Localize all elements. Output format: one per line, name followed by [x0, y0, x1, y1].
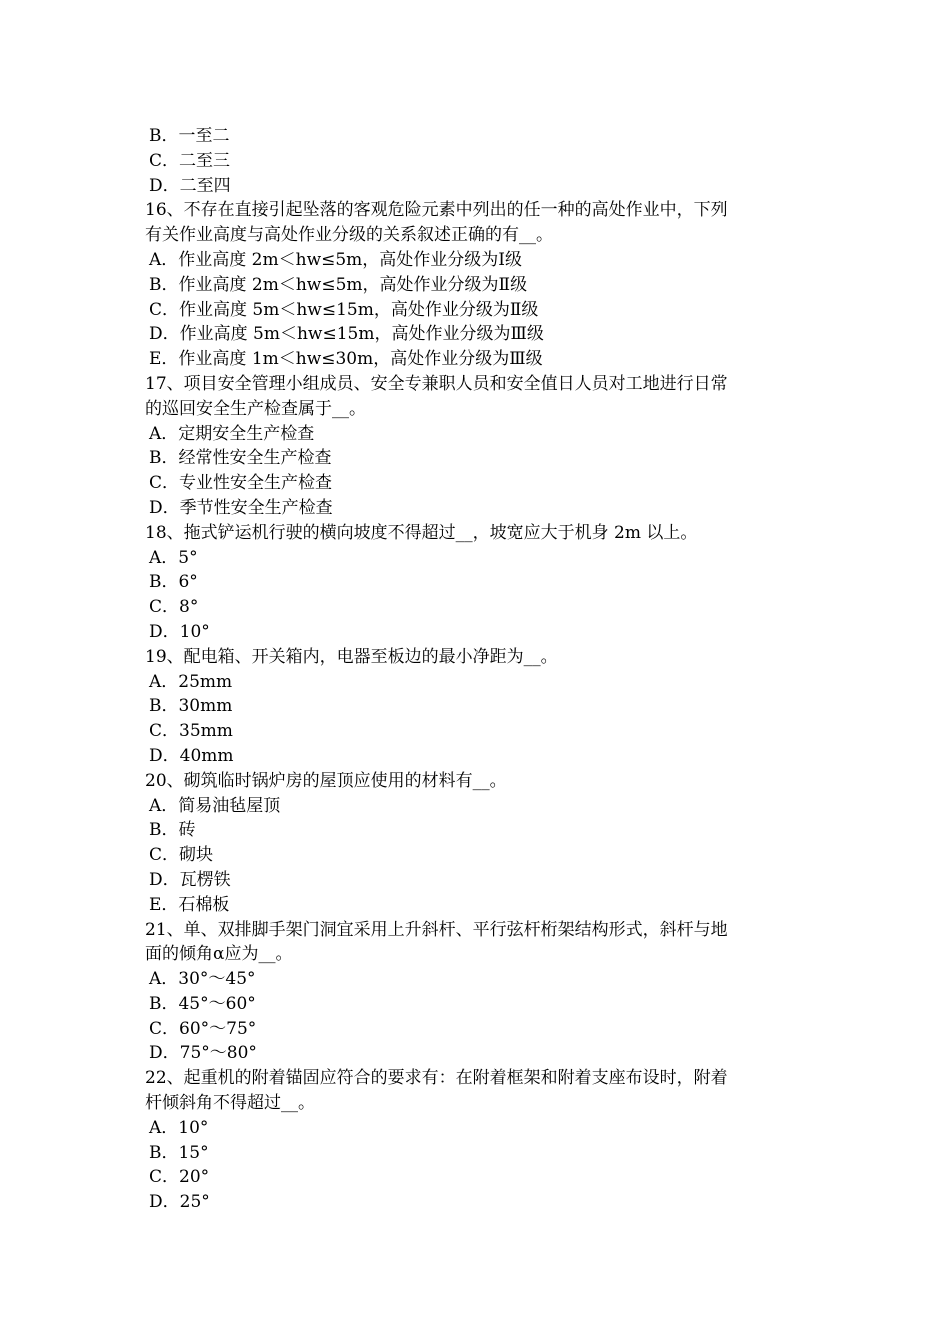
option-line: E．作业高度 1m＜hw≤30m，高处作业分级为Ⅲ级 — [149, 349, 543, 370]
question-line: 有关作业高度与高处作业分级的关系叙述正确的有__。 — [145, 225, 553, 246]
option-line: D．二至四 — [149, 175, 231, 196]
question-line: 21、单、双排脚手架门洞宜采用上升斜杆、平行弦杆桁架结构形式，斜杆与地 — [145, 919, 728, 940]
question-line: 19、配电箱、开关箱内，电器至板边的最小净距为__。 — [145, 646, 558, 667]
question-line: 20、砌筑临时锅炉房的屋顶应使用的材料有__。 — [145, 770, 507, 791]
option-line: B．6° — [149, 572, 198, 593]
option-line: D．瓦楞铁 — [149, 869, 231, 890]
option-line: D．75°～80° — [149, 1043, 257, 1064]
option-line: D．季节性安全生产检查 — [149, 497, 333, 518]
option-line: C．8° — [149, 597, 199, 618]
question-line: 17、项目安全管理小组成员、安全专兼职人员和安全值日人员对工地进行日常 — [145, 373, 728, 394]
option-line: A．30°～45° — [149, 969, 256, 990]
option-line: D．作业高度 5m＜hw≤15m，高处作业分级为Ⅲ级 — [149, 324, 544, 345]
question-line: 18、拖式铲运机行驶的横向坡度不得超过__，坡宽应大于机身 2m 以上。 — [145, 522, 698, 543]
option-line: A．定期安全生产检查 — [149, 423, 315, 444]
option-line: B．作业高度 2m＜hw≤5m，高处作业分级为Ⅱ级 — [149, 274, 528, 295]
question-line: 面的倾角α应为__。 — [145, 944, 293, 965]
option-line: A．10° — [149, 1117, 209, 1138]
option-line: A．25mm — [149, 671, 233, 692]
option-line: B．45°～60° — [149, 993, 256, 1014]
question-line: 的巡回安全生产检查属于__。 — [145, 398, 366, 419]
option-line: B．30mm — [149, 696, 233, 717]
option-line: C．作业高度 5m＜hw≤15m，高处作业分级为Ⅱ级 — [149, 299, 539, 320]
option-line: D．25° — [149, 1192, 210, 1213]
option-line: C．60°～75° — [149, 1018, 257, 1039]
option-line: C．砌块 — [149, 845, 214, 866]
option-line: B．砖 — [149, 820, 196, 841]
option-line: A．作业高度 2m＜hw≤5m，高处作业分级为Ⅰ级 — [149, 249, 523, 270]
question-line: 杆倾斜角不得超过__。 — [145, 1093, 315, 1114]
option-line: C．20° — [149, 1167, 210, 1188]
option-line: C．35mm — [149, 721, 233, 742]
option-line: D．10° — [149, 621, 210, 642]
question-line: 22、起重机的附着锚固应符合的要求有：在附着框架和附着支座布设时，附着 — [145, 1068, 728, 1089]
question-line: 16、不存在直接引起坠落的客观危险元素中列出的任一种的高处作业中，下列 — [145, 200, 728, 221]
option-line: E．石棉板 — [149, 894, 230, 915]
option-line: C．二至三 — [149, 150, 231, 171]
option-line: B．经常性安全生产检查 — [149, 448, 332, 469]
option-line: B．一至二 — [149, 126, 230, 146]
option-line: A．5° — [149, 547, 198, 568]
document-page — [145, 124, 815, 1215]
option-line: C．专业性安全生产检查 — [149, 473, 333, 494]
option-line: D．40mm — [149, 745, 234, 766]
option-line: B．15° — [149, 1142, 209, 1163]
option-line: A．简易油毡屋顶 — [149, 795, 281, 816]
